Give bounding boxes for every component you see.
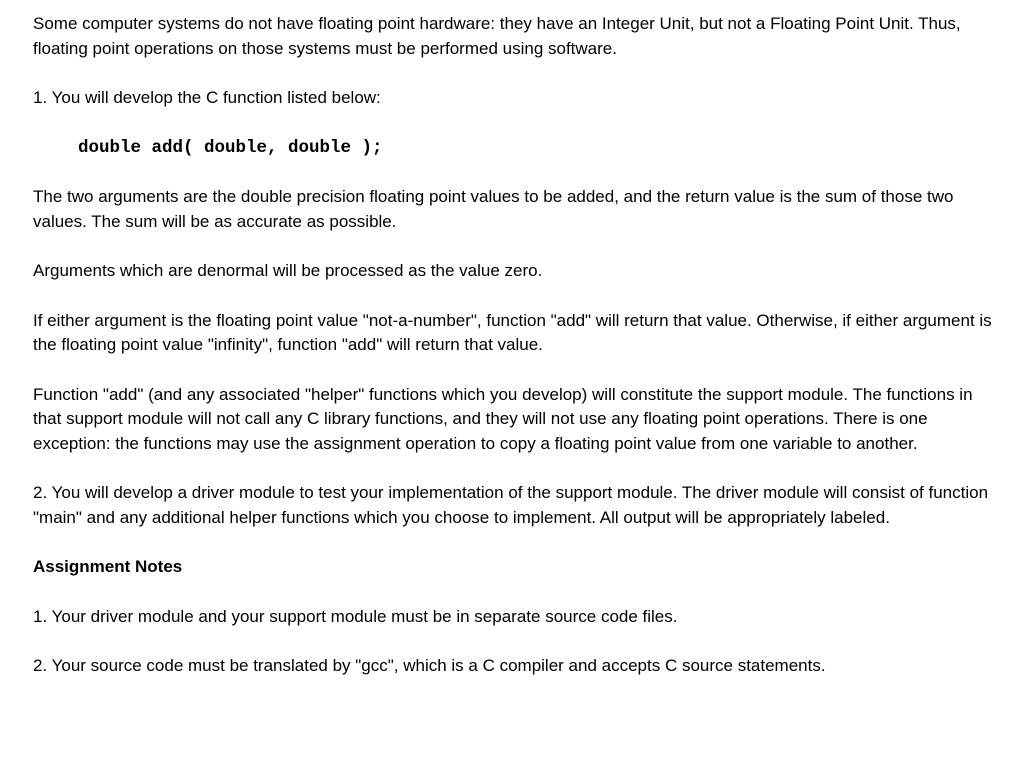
note-1-paragraph: 1. Your driver module and your support module must be in separate source code files. bbox=[33, 606, 678, 626]
nan-infinity-paragraph: If either argument is the floating point value "not-a-number", function "add" will return that value. Otherwise, if either argument is the floating point value "infinity", function "add" will return that value. bbox=[33, 310, 992, 354]
arguments-paragraph: The two arguments are the double precision floating point values to be added, and the return value is the sum of those two values. The sum will be as accurate as possible. bbox=[33, 187, 954, 231]
spacer bbox=[33, 111, 993, 136]
assignment-notes-heading: Assignment Notes bbox=[33, 557, 183, 576]
item-2-paragraph: 2. You will develop a driver module to test your implementation of the support module. The driver module will consist of function "main" and any additional helper functions which you choose to implement. All output will be appropriately labeled. bbox=[33, 483, 989, 527]
denormal-paragraph: Arguments which are denormal will be processed as the value zero. bbox=[33, 261, 543, 280]
support-module-paragraph: Function "add" (and any associated "helper" functions which you develop) will constitute the support module. The functions in that support module will not call any C library functions, and they will not use any floating point operations. There is one exception: the functions may use the assignment operation to copy a floating point value from one variable to another. bbox=[33, 384, 973, 453]
function-signature-code: double add( double, double ); bbox=[78, 137, 383, 158]
spacer bbox=[33, 456, 993, 481]
intro-paragraph: Some computer systems do not have floating point hardware: they have an Integer Unit, but not a Floating Point Unit. Thus, floating point operations on those systems must be performed using software. bbox=[33, 14, 961, 58]
document-body bbox=[33, 12, 993, 679]
item-1-paragraph: 1. You will develop the C function listed below: bbox=[33, 88, 381, 107]
spacer bbox=[33, 160, 993, 185]
spacer bbox=[33, 234, 993, 259]
spacer bbox=[33, 580, 993, 605]
spacer bbox=[33, 61, 993, 86]
spacer bbox=[33, 629, 993, 654]
spacer bbox=[33, 284, 993, 309]
spacer bbox=[33, 530, 993, 555]
note-2-paragraph: 2. Your source code must be translated by "gcc", which is a C compiler and accepts C source statements. bbox=[33, 656, 826, 675]
spacer bbox=[33, 358, 993, 383]
